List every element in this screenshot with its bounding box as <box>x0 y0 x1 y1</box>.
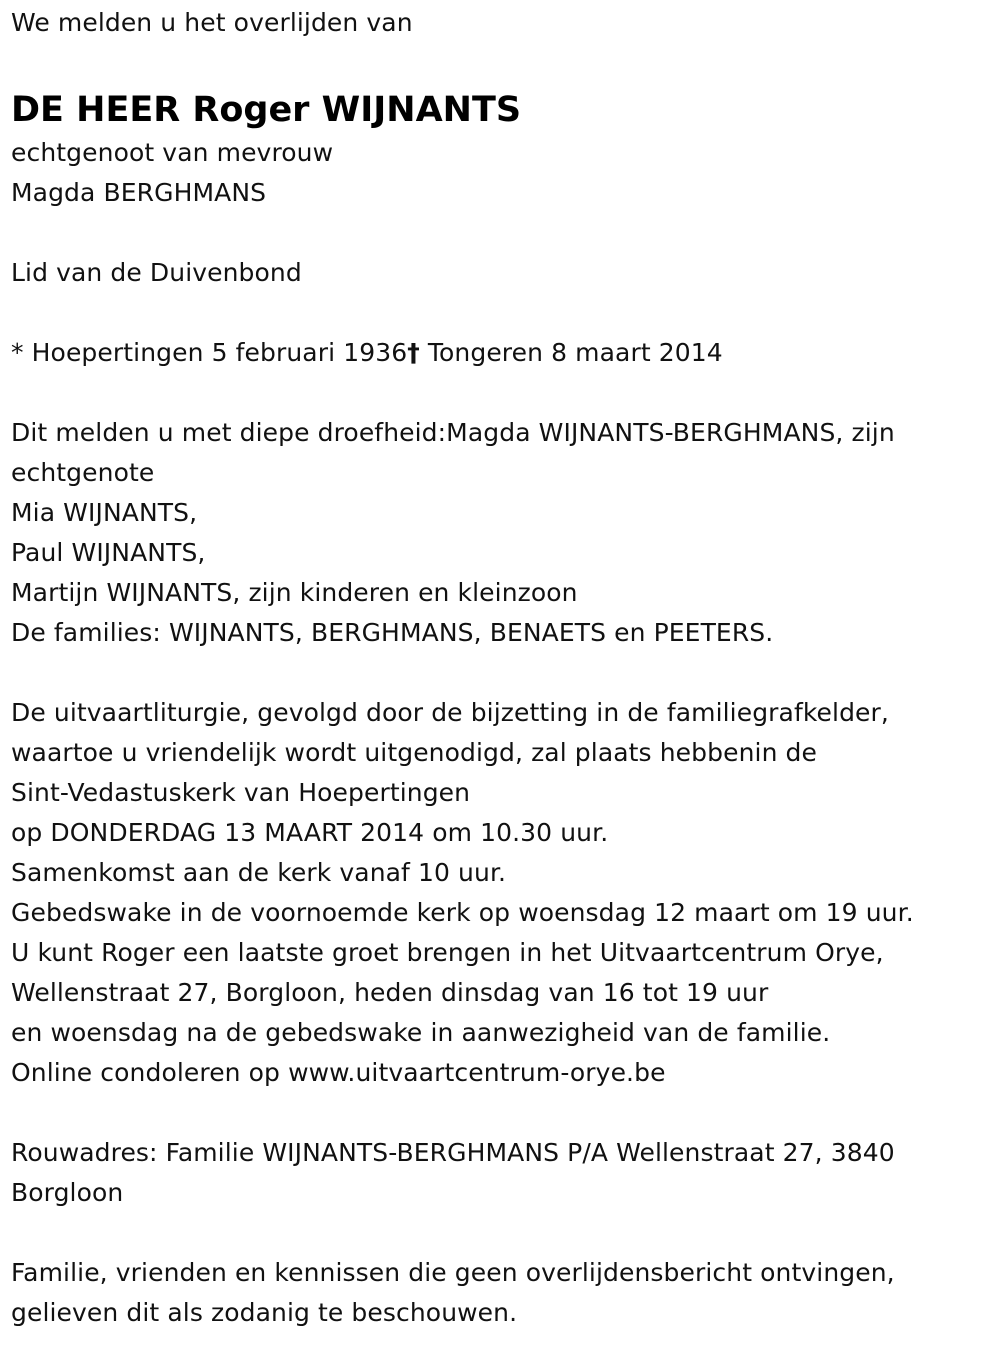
funeral-section <box>11 693 986 1093</box>
funeral-line: Wellenstraat 27, Borgloon, heden dinsdag van 16 tot 19 uur <box>11 978 769 1007</box>
funeral-line: Sint-Vedastuskerk van Hoepertingen <box>11 778 471 807</box>
spacer <box>11 1093 986 1133</box>
birth-text: * Hoepertingen 5 februari 1936 <box>11 338 408 367</box>
spacer <box>11 653 986 693</box>
closing-line: gelieven dit als zodanig te beschouwen. <box>11 1298 518 1327</box>
spacer <box>11 1213 986 1253</box>
spacer <box>11 373 986 413</box>
spacer <box>11 293 986 333</box>
address-line: Borgloon <box>11 1178 124 1207</box>
funeral-line: U kunt Roger een laatste groet brengen in het Uitvaartcentrum Orye, <box>11 938 884 967</box>
spouse-line: echtgenoot van mevrouw <box>11 138 334 167</box>
funeral-line: op DONDERDAG 13 MAART 2014 om 10.30 uur. <box>11 818 609 847</box>
membership-text: Lid van de Duivenbond <box>11 258 302 287</box>
address-line: Rouwadres: Familie WIJNANTS-BERGHMANS P/A Wellenstraat 27, 3840 <box>11 1138 895 1167</box>
funeral-line: Gebedswake in de voornoemde kerk op woensdag 12 maart om 19 uur. <box>11 898 914 927</box>
mourners-section <box>11 413 986 653</box>
deceased-name: DE HEER Roger WIJNANTS <box>11 90 522 130</box>
mourners-line: Martijn WIJNANTS, zijn kinderen en kleinzoon <box>11 578 578 607</box>
funeral-line: Online condoleren op www.uitvaartcentrum-orye.be <box>11 1058 666 1087</box>
funeral-line: Samenkomst aan de kerk vanaf 10 uur. <box>11 858 507 887</box>
obituary-notice <box>11 0 986 1333</box>
life-dates <box>11 333 986 373</box>
intro-text: We melden u het overlijden van <box>11 8 413 37</box>
mourners-line: Mia WIJNANTS, <box>11 498 198 527</box>
funeral-line: en woensdag na de gebedswake in aanwezigheid van de familie. <box>11 1018 831 1047</box>
mourners-line: Paul WIJNANTS, <box>11 538 206 567</box>
mourners-line: De families: WIJNANTS, BERGHMANS, BENAETS en PEETERS. <box>11 618 774 647</box>
death-text: Tongeren 8 maart 2014 <box>419 338 723 367</box>
spouse-name: Magda BERGHMANS <box>11 178 267 207</box>
spacer <box>11 45 986 85</box>
address-section <box>11 1133 986 1213</box>
funeral-line: waartoe u vriendelijk wordt uitgenodigd, zal plaats hebbenin de <box>11 738 818 767</box>
mourners-line: Dit melden u met diepe droefheid:Magda WIJNANTS-BERGHMANS, zijn <box>11 418 895 447</box>
closing-line: Familie, vrienden en kennissen die geen overlijdensbericht ontvingen, <box>11 1258 895 1287</box>
mourners-line: echtgenote <box>11 458 155 487</box>
funeral-line: De uitvaartliturgie, gevolgd door de bijzetting in de familiegrafkelder, <box>11 698 889 727</box>
spacer <box>11 213 986 253</box>
cross-icon: † <box>407 338 420 367</box>
closing-section <box>11 1253 986 1333</box>
